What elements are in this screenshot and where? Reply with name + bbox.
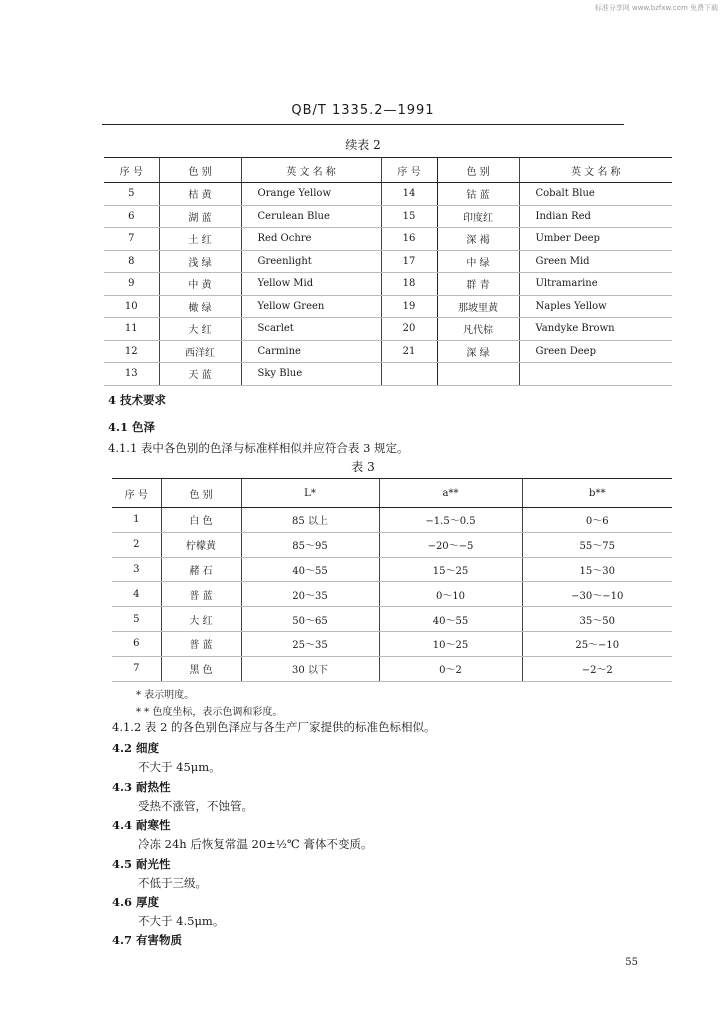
cell-color: 深 绿 bbox=[437, 340, 519, 363]
cell-english: Orange Yellow bbox=[241, 183, 381, 206]
section-4-3-text: 受热不涨管，不蚀管。 bbox=[138, 799, 253, 813]
cell-english: Umber Deep bbox=[519, 228, 672, 251]
document-header: QB/T 1335.2—1991 bbox=[291, 103, 435, 118]
cell-english: Naples Yellow bbox=[519, 295, 672, 318]
cell-no: 1 bbox=[112, 508, 161, 533]
cell-a: 0～2 bbox=[379, 656, 522, 681]
cell-english: Sky Blue bbox=[241, 363, 381, 386]
cell-l: 85～95 bbox=[241, 532, 379, 557]
color-value-table bbox=[112, 478, 672, 682]
table-row bbox=[104, 318, 672, 341]
table-row bbox=[112, 656, 672, 681]
table-row bbox=[104, 273, 672, 296]
cell-english: Ultramarine bbox=[519, 273, 672, 296]
cell-english: Indian Red bbox=[519, 205, 672, 228]
section-4-1-2-text: 4.1.2 表 2 的各色别色泽应与各生产厂家提供的标准色标相似。 bbox=[112, 720, 436, 734]
col-header-b: b** bbox=[522, 479, 672, 508]
cell-no: 7 bbox=[104, 228, 159, 251]
section-4-2-title: 4.2 细度 bbox=[112, 741, 160, 755]
cell-no: 5 bbox=[112, 607, 161, 632]
cell-no: 21 bbox=[381, 340, 437, 363]
table-row bbox=[104, 295, 672, 318]
cell-color: 土 红 bbox=[159, 228, 241, 251]
cell-no: 6 bbox=[112, 631, 161, 656]
table-row bbox=[104, 183, 672, 206]
cell-no: 19 bbox=[381, 295, 437, 318]
cell-a: 0～10 bbox=[379, 582, 522, 607]
cell-color: 群 青 bbox=[437, 273, 519, 296]
col-header-color: 色 别 bbox=[437, 158, 519, 183]
cell-no: 13 bbox=[104, 363, 159, 386]
section-4-1-1-text: 4.1.1 表中各色别的色泽与标准样相似并应符合表 3 规定。 bbox=[108, 441, 409, 455]
cell-l: 85 以上 bbox=[241, 508, 379, 533]
cell-no: 10 bbox=[104, 295, 159, 318]
section-4-2-text: 不大于 45μm。 bbox=[138, 760, 221, 774]
cell-no: 11 bbox=[104, 318, 159, 341]
cell-no: 20 bbox=[381, 318, 437, 341]
cell-b: 55～75 bbox=[522, 532, 672, 557]
cell-color: 柠檬黄 bbox=[161, 532, 241, 557]
col-header-color: 色 别 bbox=[159, 158, 241, 183]
cell-a: 10～25 bbox=[379, 631, 522, 656]
cell-color bbox=[437, 363, 519, 386]
table-row bbox=[112, 508, 672, 533]
cell-a: 40～55 bbox=[379, 607, 522, 632]
cell-b: 0～6 bbox=[522, 508, 672, 533]
cell-no: 17 bbox=[381, 250, 437, 273]
cell-color: 普 蓝 bbox=[161, 631, 241, 656]
header-rule bbox=[102, 124, 624, 125]
cell-english bbox=[519, 363, 672, 386]
col-header-english: 英 文 名 称 bbox=[241, 158, 381, 183]
section-4-title: 4 技术要求 bbox=[108, 393, 167, 407]
cell-color: 黑 色 bbox=[161, 656, 241, 681]
col-header-l: L* bbox=[241, 479, 379, 508]
cell-no: 12 bbox=[104, 340, 159, 363]
col-header-no: 序 号 bbox=[381, 158, 437, 183]
cell-color: 那坡里黄 bbox=[437, 295, 519, 318]
cell-b: 25～−10 bbox=[522, 631, 672, 656]
page-number: 55 bbox=[625, 957, 638, 968]
cell-a: −1.5～0.5 bbox=[379, 508, 522, 533]
cell-color: 西洋红 bbox=[159, 340, 241, 363]
table2-caption: 续表 2 bbox=[345, 138, 381, 152]
color-name-table bbox=[104, 157, 672, 386]
cell-b: −2～2 bbox=[522, 656, 672, 681]
table3-caption: 表 3 bbox=[351, 460, 375, 474]
cell-color: 深 褐 bbox=[437, 228, 519, 251]
cell-a: 15～25 bbox=[379, 557, 522, 582]
cell-no: 8 bbox=[104, 250, 159, 273]
table-row bbox=[112, 631, 672, 656]
table3-note-1: * 表示明度。 bbox=[136, 690, 195, 701]
table-header-row bbox=[104, 158, 672, 183]
cell-no: 18 bbox=[381, 273, 437, 296]
cell-english: Green Mid bbox=[519, 250, 672, 273]
cell-english: Green Deep bbox=[519, 340, 672, 363]
cell-l: 40～55 bbox=[241, 557, 379, 582]
cell-no: 16 bbox=[381, 228, 437, 251]
section-4-5-text: 不低于三级。 bbox=[138, 876, 207, 890]
cell-color: 桔 黄 bbox=[159, 183, 241, 206]
section-4-3-title: 4.3 耐热性 bbox=[112, 780, 171, 794]
cell-color: 大 红 bbox=[161, 607, 241, 632]
col-header-no: 序 号 bbox=[112, 479, 161, 508]
table-row bbox=[104, 340, 672, 363]
cell-color: 中 黄 bbox=[159, 273, 241, 296]
cell-no: 15 bbox=[381, 205, 437, 228]
table-row bbox=[112, 582, 672, 607]
section-4-4-title: 4.4 耐寒性 bbox=[112, 818, 171, 832]
col-header-a: a** bbox=[379, 479, 522, 508]
cell-color: 普 蓝 bbox=[161, 582, 241, 607]
cell-english: Greenlight bbox=[241, 250, 381, 273]
cell-no: 2 bbox=[112, 532, 161, 557]
cell-color: 钴 蓝 bbox=[437, 183, 519, 206]
cell-no: 5 bbox=[104, 183, 159, 206]
col-header-no: 序 号 bbox=[104, 158, 159, 183]
cell-color: 赭 石 bbox=[161, 557, 241, 582]
cell-l: 30 以下 bbox=[241, 656, 379, 681]
cell-color: 凡代棕 bbox=[437, 318, 519, 341]
cell-no: 14 bbox=[381, 183, 437, 206]
table-row bbox=[104, 205, 672, 228]
cell-a: −20～−5 bbox=[379, 532, 522, 557]
table-header-row bbox=[112, 479, 672, 508]
col-header-english: 英 文 名 称 bbox=[519, 158, 672, 183]
cell-color: 白 色 bbox=[161, 508, 241, 533]
cell-color: 大 红 bbox=[159, 318, 241, 341]
cell-english: Cobalt Blue bbox=[519, 183, 672, 206]
table3-note-2: * * 色度坐标，表示色调和彩度。 bbox=[136, 707, 283, 718]
cell-english: Red Ochre bbox=[241, 228, 381, 251]
cell-english: Scarlet bbox=[241, 318, 381, 341]
section-4-6-title: 4.6 厚度 bbox=[112, 895, 160, 909]
section-4-5-title: 4.5 耐光性 bbox=[112, 857, 171, 871]
cell-english: Yellow Mid bbox=[241, 273, 381, 296]
cell-english: Yellow Green bbox=[241, 295, 381, 318]
cell-color: 湖 蓝 bbox=[159, 205, 241, 228]
col-header-color: 色 别 bbox=[161, 479, 241, 508]
cell-english: Vandyke Brown bbox=[519, 318, 672, 341]
table-row bbox=[104, 228, 672, 251]
cell-no: 9 bbox=[104, 273, 159, 296]
section-4-4-text: 冷冻 24h 后恢复常温 20±½℃ 膏体不变质。 bbox=[138, 837, 373, 851]
cell-color: 浅 绿 bbox=[159, 250, 241, 273]
cell-b: 35～50 bbox=[522, 607, 672, 632]
cell-color: 中 绿 bbox=[437, 250, 519, 273]
cell-b: −30～−10 bbox=[522, 582, 672, 607]
table-row bbox=[112, 607, 672, 632]
cell-no: 3 bbox=[112, 557, 161, 582]
table-row bbox=[104, 363, 672, 386]
watermark: 标准分享网 www.bzfxw.com 免费下载 bbox=[594, 4, 718, 12]
cell-no bbox=[381, 363, 437, 386]
cell-no: 4 bbox=[112, 582, 161, 607]
cell-l: 25～35 bbox=[241, 631, 379, 656]
cell-l: 50～65 bbox=[241, 607, 379, 632]
section-4-6-text: 不大于 4.5μm。 bbox=[138, 914, 225, 928]
section-4-7-title: 4.7 有害物质 bbox=[112, 933, 183, 947]
cell-color: 橄 绿 bbox=[159, 295, 241, 318]
cell-color: 天 蓝 bbox=[159, 363, 241, 386]
cell-english: Cerulean Blue bbox=[241, 205, 381, 228]
cell-english: Carmine bbox=[241, 340, 381, 363]
cell-b: 15～30 bbox=[522, 557, 672, 582]
cell-color: 印度红 bbox=[437, 205, 519, 228]
section-4-1-title: 4.1 色泽 bbox=[108, 420, 156, 434]
cell-no: 7 bbox=[112, 656, 161, 681]
table-row bbox=[112, 557, 672, 582]
cell-no: 6 bbox=[104, 205, 159, 228]
table-row bbox=[104, 250, 672, 273]
table-row bbox=[112, 532, 672, 557]
cell-l: 20～35 bbox=[241, 582, 379, 607]
